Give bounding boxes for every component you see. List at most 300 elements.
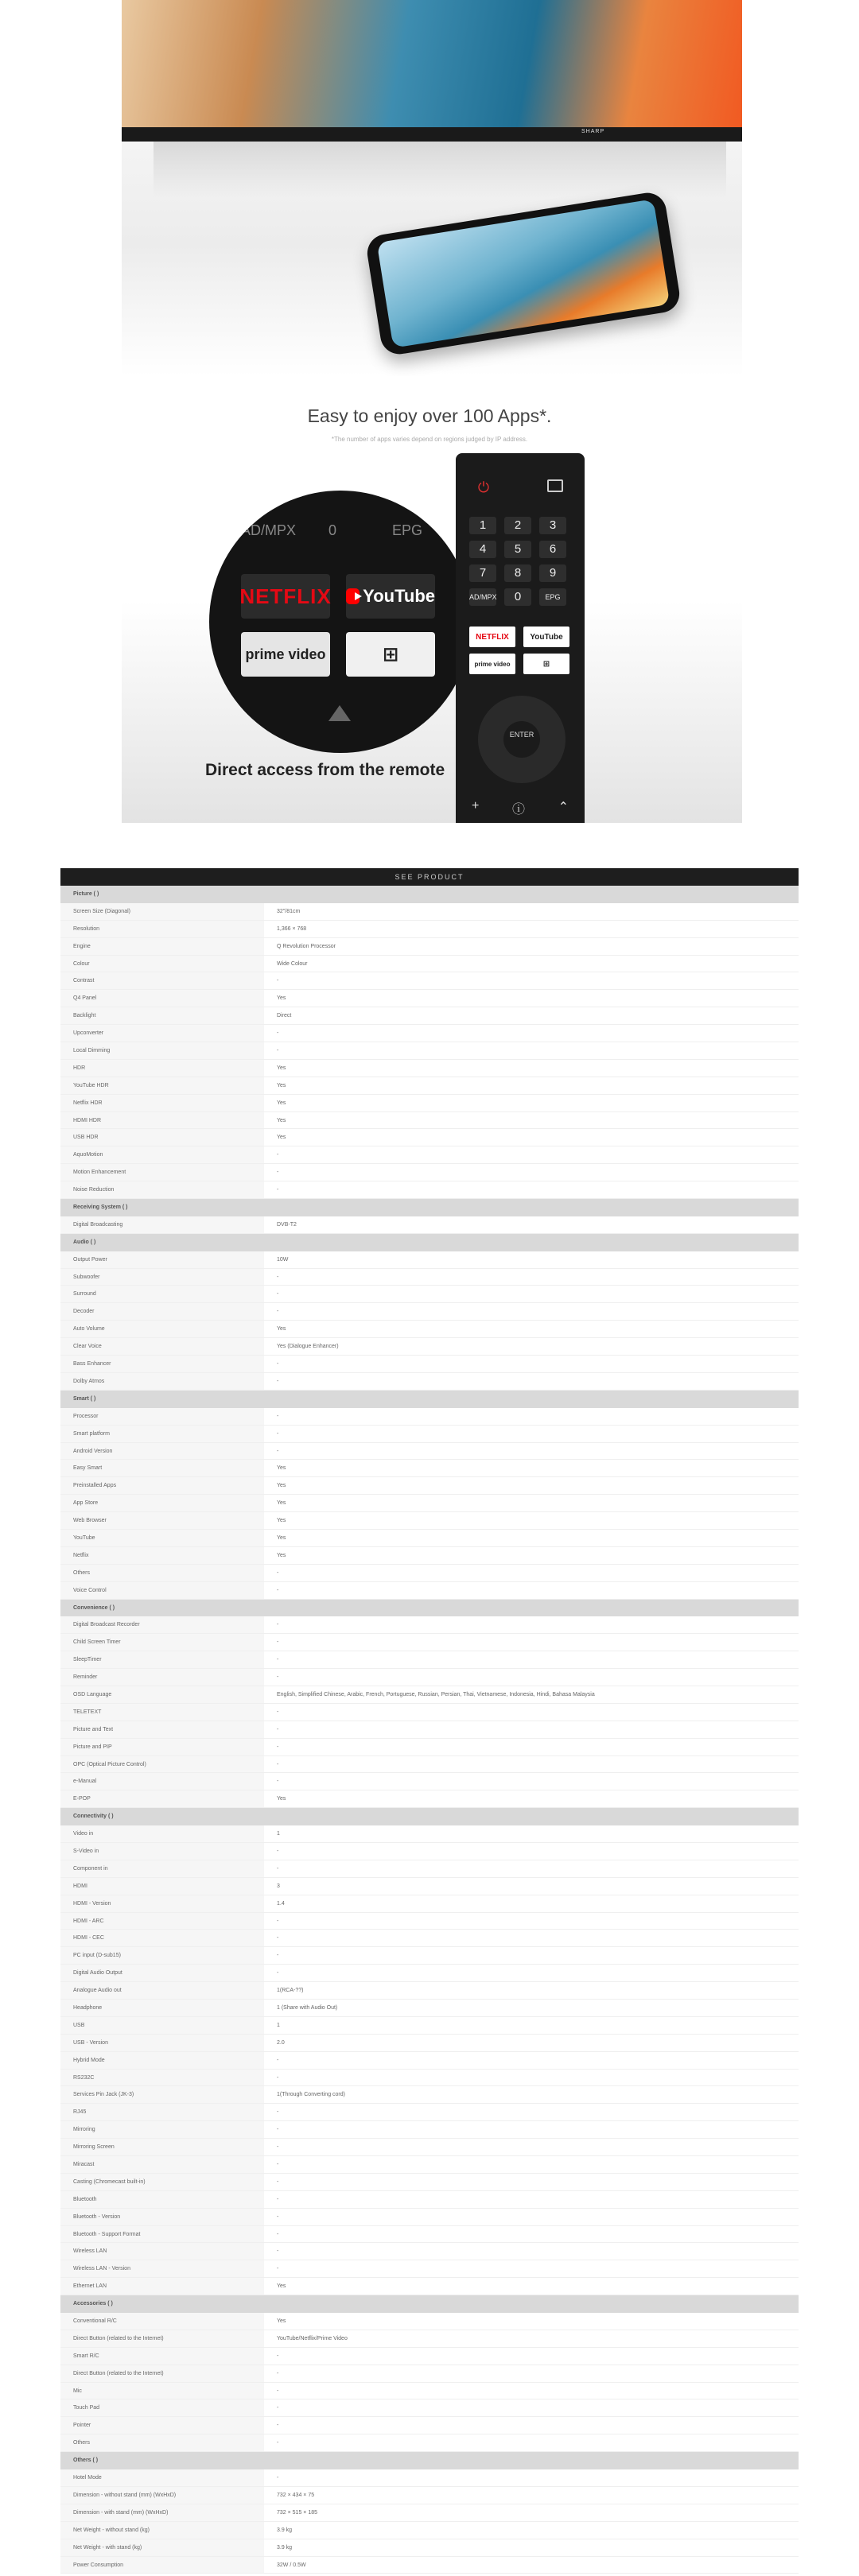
table-row [60,1582,799,1600]
spec-value: - [277,1970,279,1977]
spec-label: Mirroring [60,2121,264,2138]
spec-value: 10W [277,1256,289,1263]
remote-app-buttons [469,627,573,674]
spec-value: - [277,1309,279,1315]
spec-label: USB [60,2017,264,2034]
spec-value: - [277,1448,279,1454]
spec-value: - [277,1274,279,1280]
spec-label: Reminder [60,1669,264,1686]
table-row [60,1965,799,1982]
key-8: 8 [504,564,531,582]
tv-brand-logo: SHARP [581,129,605,134]
table-row [60,990,799,1007]
table-row [60,2399,799,2417]
spec-value: Yes [277,1552,286,1558]
spec-value: - [277,1170,279,1176]
spec-value: - [277,2162,279,2168]
spec-label: HDMI [60,1878,264,1895]
spec-value: 32W / 0.5W [277,2562,306,2568]
remote-caption: Direct access from the remote [205,761,445,779]
spec-value: Yes [277,2283,286,2290]
spec-value: - [277,1430,279,1437]
youtube-label: YouTube [363,586,435,606]
key-3: 3 [539,517,566,534]
spec-value: - [277,2353,279,2359]
table-row [60,956,799,973]
spec-label: Analogue Audio out [60,1982,264,1999]
spec-label: TELETEXT [60,1704,264,1721]
spec-label: Net Weight - with stand (kg) [60,2539,264,2556]
spec-label: PC input (D-sub15) [60,1947,264,1964]
spec-value: - [277,2440,279,2446]
table-row [60,2226,799,2244]
table-row [60,1129,799,1146]
table-row [60,1077,799,1095]
table-row [60,1042,799,1060]
spec-value: - [277,2231,279,2237]
table-row [60,1095,799,1112]
spec-label: HDMI - CEC [60,1930,264,1946]
spec-label: Backlight [60,1007,264,1024]
spec-value: Wide Colour [277,960,308,967]
spec-label: RJ45 [60,2104,264,2120]
spec-value: - [277,2109,279,2116]
key-9: 9 [539,564,566,582]
spec-label: HDR [60,1060,264,1077]
spec-value: Yes [277,1135,286,1141]
table-row [60,2070,799,2087]
table-row [60,1913,799,1930]
spec-section-title[interactable]: Smart ( ) [60,1391,799,1408]
spec-value: English, Simplified Chinese, Arabic, French, Portuguese, Russian, Persian, Thai, Vietnamese, Indonesia, Hindi, Bahasa Malaysia [277,1691,595,1697]
spec-value: Yes [277,1500,286,1507]
spec-label: USB - Version [60,2035,264,2051]
zoom-key-0: 0 [328,522,337,538]
key-7: 7 [469,564,496,582]
spec-value: - [277,1709,279,1715]
table-row [60,1704,799,1721]
spec-label: Pointer [60,2417,264,2434]
spec-value: 1.4 [277,1900,285,1907]
spec-value: 1 [277,1831,280,1837]
table-row [60,2313,799,2330]
spec-label: Local Dimming [60,1042,264,1059]
spec-label: RS232C [60,2070,264,2086]
table-row [60,1373,799,1391]
table-row [60,1112,799,1130]
spec-label: Colour [60,956,264,972]
spec-section-title[interactable]: Accessories ( ) [60,2295,799,2313]
spec-label: Headphone [60,2000,264,2016]
spec-table-header[interactable]: SEE PRODUCT [60,868,799,886]
table-row [60,1634,799,1651]
spec-label: Ethernet LAN [60,2278,264,2295]
spec-section-title[interactable]: Connectivity ( ) [60,1808,799,1825]
table-row [60,2260,799,2278]
remote-zoom-circle [209,491,472,753]
spec-label: Bluetooth [60,2191,264,2208]
spec-label: Motion Enhancement [60,1164,264,1181]
table-row [60,2469,799,2487]
spec-label: Digital Broadcasting [60,1216,264,1233]
table-row [60,2557,799,2574]
spec-section-title[interactable]: Audio ( ) [60,1234,799,1251]
spec-value: 1,366 × 768 [277,925,307,932]
spec-label: Casting (Chromecast built-in) [60,2174,264,2190]
table-row [60,1739,799,1756]
spec-value: Yes [277,995,286,1002]
spec-value: - [277,1187,279,1193]
table-row [60,1790,799,1808]
spec-value: YouTube/Netflix/Prime Video [277,2335,348,2341]
plus-icon: + [472,799,480,813]
key-admpx: AD/MPX [469,588,496,606]
table-row [60,2434,799,2452]
spec-label: Bass Enhancer [60,1356,264,1372]
spec-label: Video in [60,1825,264,1842]
spec-value: - [277,2248,279,2255]
spec-value: Direct [277,1013,292,1019]
spec-label: Miracast [60,2156,264,2173]
spec-label: Preinstalled Apps [60,1477,264,1494]
spec-label: Dimension - without stand (mm) (WxHxD) [60,2487,264,2504]
key-epg: EPG [539,588,566,606]
table-row [60,1443,799,1461]
spec-value: Yes (Dialogue Enhancer) [277,1344,339,1350]
spec-value: - [277,1779,279,1785]
spec-label: Child Screen Timer [60,1634,264,1651]
spec-value: - [277,1587,279,1593]
spec-label: S-Video in [60,1843,264,1860]
table-row [60,2365,799,2383]
input-icon [547,479,563,492]
spec-value: - [277,1622,279,1628]
spec-value: 3.9 kg [277,2527,293,2533]
spec-value: - [277,978,279,984]
spec-value: - [277,2057,279,2063]
spec-table [60,868,799,2574]
spec-section-title[interactable]: Others ( ) [60,2452,799,2469]
spec-label: Engine [60,938,264,955]
spec-label: Hybrid Mode [60,2052,264,2069]
spec-value: - [277,1413,279,1419]
table-row [60,2330,799,2348]
spec-value: - [277,1918,279,1924]
spec-value: Yes [277,1465,286,1472]
spec-label: Digital Broadcast Recorder [60,1616,264,1633]
table-row [60,1007,799,1025]
table-row [60,1146,799,1164]
spec-label: Clear Voice [60,1338,264,1355]
spec-label: Dolby Atmos [60,1373,264,1390]
spec-label: Conventional R/C [60,2313,264,2330]
spec-label: Contrast [60,972,264,989]
spec-value: - [277,2266,279,2272]
spec-label: Bluetooth - Version [60,2209,264,2225]
power-icon: ⏻ [477,479,490,495]
table-row [60,1878,799,1895]
table-row [60,1686,799,1704]
spec-value: 1 [277,2022,280,2028]
spec-label: Web Browser [60,1512,264,1529]
table-row [60,1773,799,1790]
spec-label: Dimension - with stand (mm) (WxHxD) [60,2504,264,2521]
spec-label: Mirroring Screen [60,2139,264,2155]
spec-label: HDMI HDR [60,1112,264,1129]
tv-shadow [154,142,726,197]
spec-value: Yes [277,1518,286,1524]
spec-value: - [277,2178,279,2185]
spec-value: Yes [277,1100,286,1106]
spec-value: 3.9 kg [277,2544,293,2551]
key-4: 4 [469,541,496,558]
zoom-key-admpx: AD/MPX [241,522,297,538]
spec-label: Direct Button (related to the Internet) [60,2365,264,2382]
table-row [60,1426,799,1443]
spec-label: Netflix [60,1547,264,1564]
table-row [60,2104,799,2121]
spec-value: Yes [277,1065,286,1071]
spec-table-body [60,886,799,2574]
table-row [60,2139,799,2156]
spec-value: - [277,2196,279,2202]
spec-value: - [277,1865,279,1872]
spec-value: - [277,1639,279,1646]
table-row [60,1251,799,1269]
spec-label: Android Version [60,1443,264,1460]
table-row [60,1512,799,1530]
spec-label: YouTube HDR [60,1077,264,1094]
table-row [60,1530,799,1547]
spec-value: 2.0 [277,2039,285,2046]
hero-banner [122,0,742,376]
table-row [60,2000,799,2017]
table-row [60,1860,799,1878]
spec-value: 1(RCA-??) [277,1988,304,1994]
spec-value: Yes [277,1082,286,1088]
spec-label: Digital Audio Output [60,1965,264,1981]
remote-youtube-button: YouTube [523,627,569,647]
table-row [60,2522,799,2539]
spec-value: - [277,2405,279,2411]
spec-label: Subwoofer [60,1269,264,1286]
spec-value: - [277,1761,279,1767]
spec-value: 732 × 434 × 75 [277,2492,315,2498]
spec-value: 1(Through Converting cord) [277,2092,345,2098]
spec-label: Processor [60,1408,264,1425]
spec-label: HDMI - Version [60,1895,264,1912]
spec-label: Surround [60,1286,264,1302]
table-row [60,1408,799,1426]
spec-value: - [277,1048,279,1054]
spec-value: - [277,2213,279,2220]
spec-value: - [277,2074,279,2081]
table-row [60,1756,799,1774]
spec-label: Power Consumption [60,2557,264,2574]
spec-value: - [277,2370,279,2376]
spec-value: Yes [277,1534,286,1541]
enter-button: ENTER [503,721,540,758]
prime-video-button: prime video [241,632,330,677]
spec-value: - [277,1030,279,1037]
spec-value: Yes [277,2318,286,2325]
spec-value: - [277,2423,279,2429]
spec-label: Net Weight - without stand (kg) [60,2522,264,2539]
table-row [60,2278,799,2295]
key-6: 6 [539,541,566,558]
spec-value: - [277,1953,279,1959]
up-arrow-icon [328,705,351,721]
spec-label: Resolution [60,921,264,937]
key-5: 5 [504,541,531,558]
spec-value: - [277,1726,279,1732]
spec-label: Netflix HDR [60,1095,264,1111]
spec-label: Decoder [60,1303,264,1320]
spec-label: Mic [60,2383,264,2399]
spec-label: Upconverter [60,1025,264,1042]
table-row [60,1025,799,1042]
table-row [60,1286,799,1303]
tv-screen [122,0,742,127]
spec-label: Component in [60,1860,264,1877]
table-row [60,1181,799,1199]
table-row [60,1303,799,1321]
spec-label: Wireless LAN [60,2243,264,2260]
table-row [60,1565,799,1582]
table-row [60,1982,799,2000]
spec-label: Hotel Mode [60,2469,264,2486]
spec-value: - [277,2475,279,2481]
spec-value: - [277,1848,279,1854]
spec-label: USB HDR [60,1129,264,1146]
spec-label: HDMI - ARC [60,1913,264,1930]
table-row [60,1269,799,1286]
table-row [60,2191,799,2209]
remote-prime-button: prime video [469,654,515,674]
table-row [60,2417,799,2434]
spec-label: Others [60,1565,264,1581]
spec-value: - [277,1674,279,1681]
apps-headline: Easy to enjoy over 100 Apps*. [307,405,552,426]
spec-label: Smart R/C [60,2348,264,2365]
spec-label: AquoMotion [60,1146,264,1163]
spec-section-title[interactable]: Picture ( ) [60,886,799,903]
key-1: 1 [469,517,496,534]
spec-label: Wireless LAN - Version [60,2260,264,2277]
table-row [60,2174,799,2191]
youtube-button [346,574,435,619]
table-row [60,1616,799,1634]
table-row [60,1216,799,1234]
spec-label: Smart platform [60,1426,264,1442]
phone-image [364,190,682,357]
spec-label: Bluetooth - Support Format [60,2226,264,2243]
table-row [60,1338,799,1356]
table-row [60,1495,799,1512]
all-apps-icon: ⊞ [346,632,435,677]
spec-label: e-Manual [60,1773,264,1790]
spec-value: Yes [277,1117,286,1123]
table-row [60,1060,799,1077]
remote-apps-icon: ⊞ [523,654,569,674]
table-row [60,1164,799,1181]
apps-footnote: *The number of apps varies depend on regions judged by IP address. [331,436,528,443]
table-row [60,2035,799,2052]
youtube-icon [346,588,360,604]
spec-value: - [277,2144,279,2151]
spec-value: - [277,1291,279,1298]
spec-value: Q Revolution Processor [277,943,336,949]
table-row [60,1721,799,1739]
remote-feature-banner [122,453,742,823]
table-row [60,2383,799,2400]
info-icon: ⓘ [511,803,525,817]
table-row [60,2209,799,2226]
spec-label: Touch Pad [60,2399,264,2416]
table-row [60,1460,799,1477]
spec-label: Picture and Text [60,1721,264,1738]
key-0: 0 [504,588,531,606]
table-row [60,2017,799,2035]
spec-label: Direct Button (related to the Internet) [60,2330,264,2347]
spec-label: Screen Size (Diagonal) [60,903,264,920]
table-row [60,1547,799,1565]
spec-value: 3 [277,1883,280,1889]
table-row [60,1321,799,1338]
spec-value: - [277,1378,279,1384]
spec-value: - [277,1744,279,1750]
table-row [60,903,799,921]
tv-image [122,0,742,142]
table-row [60,972,799,990]
phone-screen [377,199,670,347]
spec-value: 1 (Share with Audio Out) [277,2005,338,2011]
table-row [60,1825,799,1843]
remote-control-image [456,453,585,823]
spec-label: Voice Control [60,1582,264,1599]
table-row [60,2243,799,2260]
spec-section-title[interactable]: Receiving System ( ) [60,1199,799,1216]
spec-value: - [277,1361,279,1368]
table-row [60,1895,799,1913]
netflix-button: NETFLIX [241,574,330,619]
table-row [60,2121,799,2139]
spec-value: - [277,2388,279,2394]
table-row [60,2504,799,2522]
table-row [60,1356,799,1373]
spec-value: - [277,1935,279,1942]
table-row [60,1930,799,1947]
remote-bottom-keys [472,799,569,817]
table-row [60,1947,799,1965]
spec-label: Services Pin Jack (JK-3) [60,2086,264,2103]
chevron-up-icon: ⌃ [558,801,569,814]
table-row [60,2086,799,2104]
spec-value: Yes [277,1326,286,1333]
spec-value: - [277,1657,279,1663]
table-row [60,2052,799,2070]
spec-label: Picture and PIP [60,1739,264,1755]
spec-value: - [277,1569,279,1576]
table-row [60,1477,799,1495]
zoom-key-epg: EPG [392,522,423,538]
table-row [60,938,799,956]
spec-value: Yes [277,1483,286,1489]
spec-label: E-POP [60,1790,264,1807]
table-row [60,2539,799,2557]
spec-section-title[interactable]: Convenience ( ) [60,1600,799,1617]
spec-label: Easy Smart [60,1460,264,1476]
